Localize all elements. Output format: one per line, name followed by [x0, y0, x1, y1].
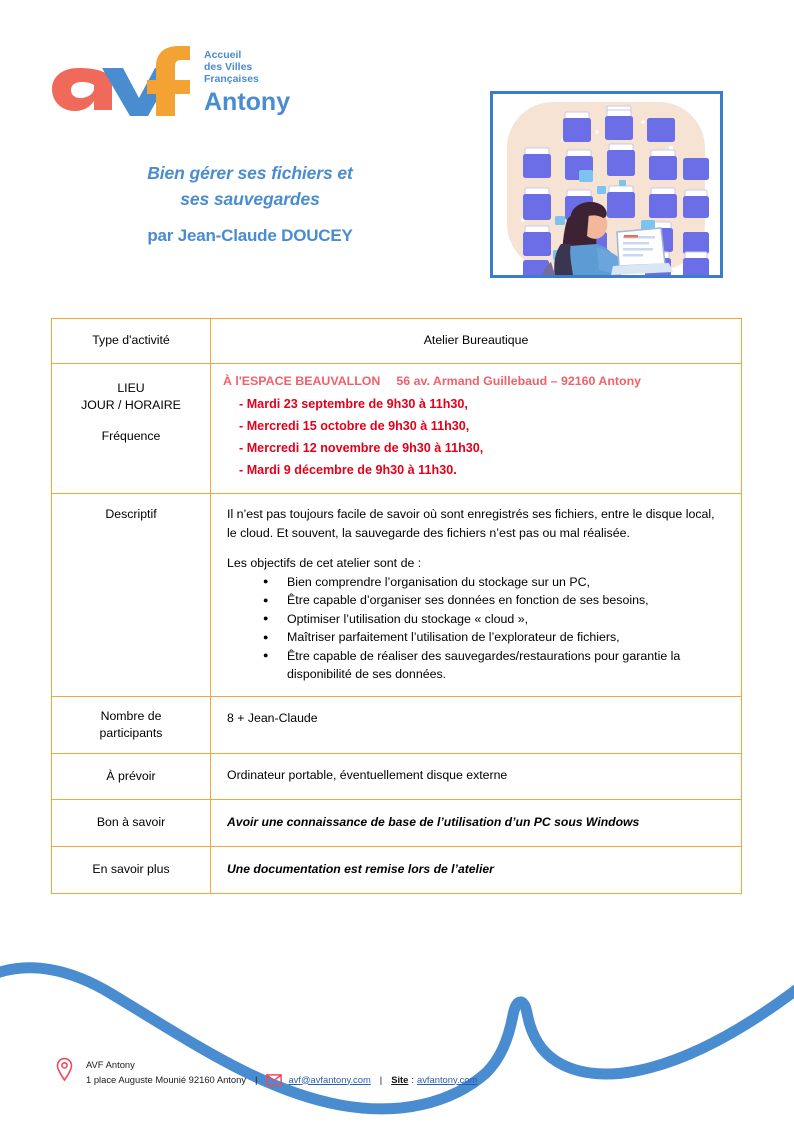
- cell-label-lieu: [52, 364, 211, 494]
- objective-item: ● Maîtriser parfaitement l’utilisation de l’explorateur de fichiers,: [263, 628, 721, 647]
- lieu-date-list: [223, 393, 735, 481]
- lieu-date-item: - Mardi 23 septembre de 9h30 à 11h30,: [239, 397, 468, 411]
- label-frequence: Fréquence: [101, 429, 161, 443]
- illustration-frame: [490, 91, 723, 278]
- footer-address: 1 place Auguste Mounié 92160 Antony: [86, 1073, 247, 1085]
- cell-value-a-prevoir: [211, 753, 742, 799]
- label-jour-horaire: JOUR / HORAIRE: [81, 398, 181, 412]
- footer: [56, 1053, 736, 1101]
- mail-icon-wrap: [266, 1074, 288, 1086]
- objective-item: ● Être capable de réaliser des sauvegardes/restaurations pour garantie la disponibilité de ses données.: [263, 647, 721, 684]
- footer-site-label: Site: [391, 1073, 409, 1085]
- lieu-date-item: - Mercredi 12 novembre de 9h30 à 11h30,: [239, 441, 484, 455]
- avf-logo-svg: [44, 32, 344, 122]
- footer-separator-1: |: [255, 1073, 258, 1085]
- descriptif-objectives-list: [227, 573, 721, 684]
- descriptif-paragraph-2: Les objectifs de cet atelier sont de :: [227, 556, 422, 570]
- location-pin-icon: [56, 1057, 73, 1082]
- lieu-place-line: [223, 371, 735, 391]
- label-descriptif: Descriptif: [105, 507, 157, 521]
- value-bon-a-savoir: Avoir une connaissance de base de l’utilisation d’un PC sous Windows: [227, 814, 640, 829]
- value-participants: 8 + Jean-Claude: [227, 710, 318, 725]
- title-line-1: Bien gérer ses fichiers et: [147, 163, 353, 183]
- lieu-date-item: - Mardi 9 décembre de 9h30 à 11h30.: [239, 463, 457, 477]
- cell-value-lieu: [211, 364, 742, 494]
- objective-item: ● Optimiser l’utilisation du stockage « cloud »,: [263, 610, 721, 629]
- cell-label-descriptif: [52, 494, 211, 697]
- logo-city-name: Antony: [204, 88, 291, 116]
- footer-text-block: [86, 1053, 477, 1087]
- label-lieu-group: [52, 364, 210, 455]
- table-row-bon-a-savoir: [52, 799, 742, 846]
- label-type-activite: Type d'activité: [92, 333, 170, 347]
- table-row-a-prevoir: [52, 753, 742, 799]
- descriptif-paragraph-1: Il n’est pas toujours facile de savoir où sont enregistrés ses fichiers, entre le disque local, le cloud. Et souvent, la sauvegarde des fichiers n’est pas ou mal réalisée.: [227, 507, 715, 540]
- table-row-en-savoir-plus: [52, 846, 742, 893]
- location-pin-icon-wrap: [56, 1053, 86, 1087]
- label-bon-a-savoir: Bon à savoir: [96, 814, 166, 829]
- label-en-savoir-plus: En savoir plus: [92, 861, 170, 876]
- table-row-participants: [52, 696, 742, 753]
- poster-title-block: [80, 160, 420, 249]
- label-lieu: LIEU: [117, 381, 145, 395]
- logo-tagline-line-3: Françaises: [204, 73, 259, 85]
- mail-icon: [266, 1074, 282, 1086]
- footer-site-link[interactable]: avfantony.com: [417, 1073, 478, 1085]
- cell-label-bon-a-savoir: [52, 799, 211, 846]
- footer-site-colon: :: [411, 1073, 415, 1085]
- objective-item: ● Bien comprendre l’organisation du stockage sur un PC,: [263, 573, 721, 592]
- cell-value-type-activite: [211, 319, 742, 364]
- cell-label-type-activite: [52, 319, 211, 364]
- label-a-prevoir: À prévoir: [106, 768, 156, 783]
- cell-label-participants: [52, 696, 211, 753]
- logo-tagline-line-1: Accueil: [204, 49, 242, 61]
- value-type-activite: Atelier Bureautique: [423, 333, 529, 347]
- title-author: par Jean-Claude DOUCEY: [147, 226, 353, 245]
- cell-value-en-savoir-plus: [211, 846, 742, 893]
- avf-logo: [44, 32, 344, 122]
- label-participants-line-2: participants: [99, 725, 163, 740]
- lieu-date-item: - Mercredi 15 octobre de 9h30 à 11h30,: [239, 419, 470, 433]
- footer-email-link[interactable]: avf@avfantony.com: [288, 1073, 371, 1085]
- cell-value-participants: [211, 696, 742, 753]
- lieu-place-name: À l'ESPACE BEAUVALLON: [223, 374, 381, 388]
- footer-org-name: AVF Antony: [86, 1059, 135, 1070]
- table-row-lieu: [52, 364, 742, 494]
- activity-info-table: [51, 318, 742, 894]
- cell-value-bon-a-savoir: [211, 799, 742, 846]
- logo-tagline-line-2: des Villes: [204, 61, 253, 73]
- value-lieu-group: [211, 364, 741, 493]
- footer-contact-line: [86, 1073, 477, 1088]
- cell-label-en-savoir-plus: [52, 846, 211, 893]
- value-en-savoir-plus: Une documentation est remise lors de l’atelier: [227, 861, 494, 876]
- value-a-prevoir: Ordinateur portable, éventuellement disque externe: [227, 767, 508, 782]
- cell-value-descriptif: [211, 494, 742, 697]
- label-participants-group: [52, 697, 210, 753]
- table-row-type-activite: [52, 319, 742, 364]
- logo-letter-a: [52, 68, 112, 111]
- footer-separator-2: |: [379, 1073, 383, 1085]
- table-row-descriptif: [52, 494, 742, 697]
- objective-item: ● Être capable d’organiser ses données en fonction de ses besoins,: [263, 591, 721, 610]
- label-participants-line-1: Nombre de: [100, 708, 162, 723]
- title-line-2: ses sauvegardes: [180, 189, 320, 209]
- lieu-address: 56 av. Armand Guillebaud – 92160 Antony: [396, 374, 642, 388]
- cell-label-a-prevoir: [52, 753, 211, 799]
- value-descriptif-group: [211, 494, 741, 696]
- illustration-svg: [493, 94, 720, 275]
